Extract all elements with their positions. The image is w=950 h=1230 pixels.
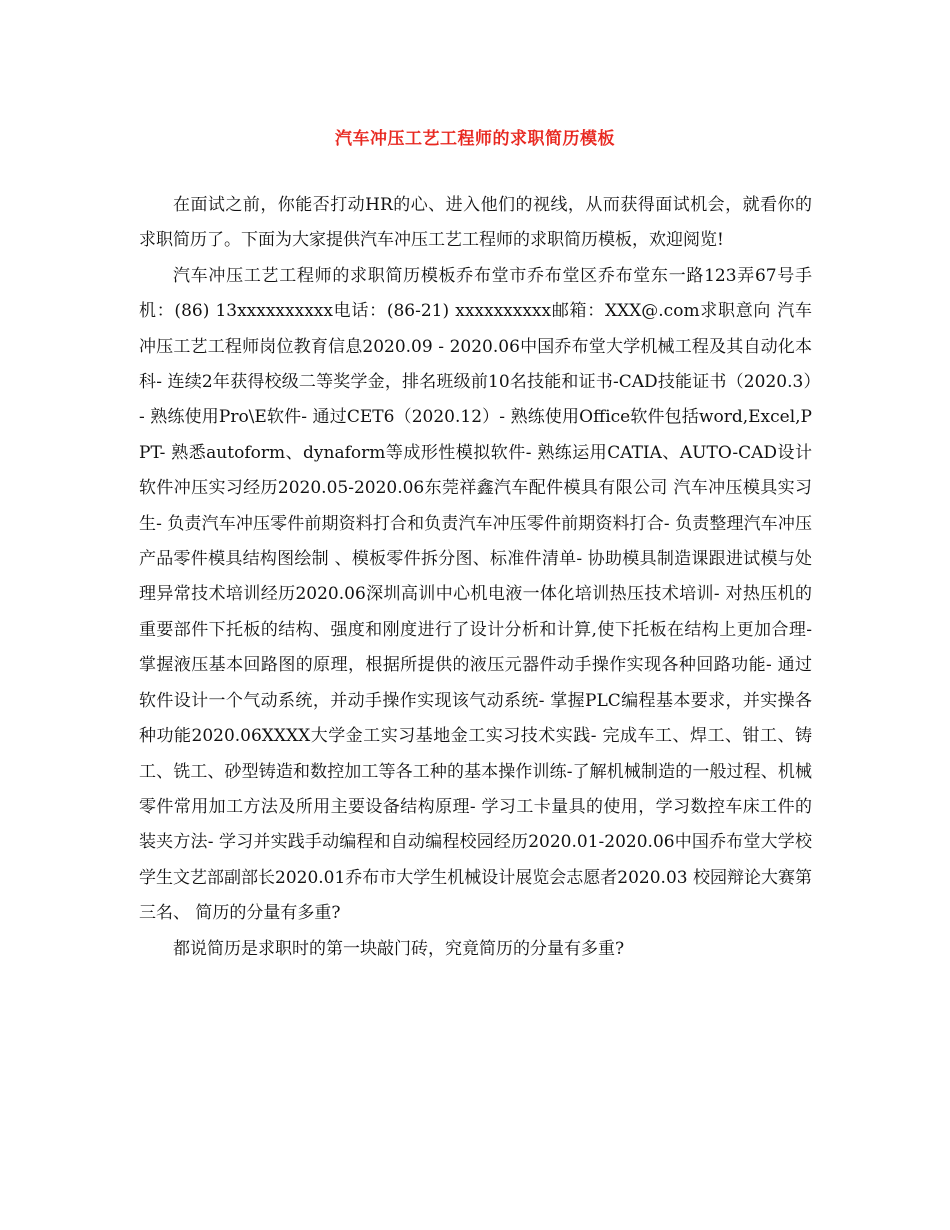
document-body [139, 188, 812, 967]
intro-paragraph: 在面试之前，你能否打动HR的心、进入他们的视线，从而获得面试机会，就看你的求职简历了。下面为大家提供汽车冲压工艺工程师的求职简历模板，欢迎阅览! [139, 195, 812, 251]
resume-paragraph: 汽车冲压工艺工程师的求职简历模板乔布堂市乔布堂区乔布堂东一路123弄67号手机：(86) 13xxxxxxxxxx电话：(86-21) xxxxxxxxxx邮箱：XXX@.com求职意向 汽车冲压工艺工程师岗位教育信息2020.09 - 2020.06中国乔布堂大学机械工程及其自动化本科- 连续2年获得校级二等奖学金，排名班级前10名技能和证书-CAD技能证书（2020.3）- 熟练使用Pro\E软件- 通过CET6（2020.12）- 熟练使用Office软件包括word,Excel,PPT- 熟悉autoform、dynaform等成形性模拟软件- 熟练运用CATIA、AUTO-CAD设计软件冲压实习经历2020.05-2020.06东莞祥鑫汽车配件模具有限公司 汽车冲压模具实习生- 负责汽车冲压零件前期资料打合和负责汽车冲压零件前期资料打合- 负责整理汽车冲压产品零件模具结构图绘制 、模板零件拆分图、标准件清单- 协助模具制造课跟进试模与处理异常技术培训经历2020.06深圳高训中心机电液一体化培训热压技术培训- 对热压机的重要部件下托板的结构、强度和刚度进行了设计分析和计算,使下托板在结构上更加合理- 掌握液压基本回路图的原理，根据所提供的液压元器件动手操作实现各种回路功能- 通过软件设计一个气动系统，并动手操作实现该气动系统- 掌握PLC编程基本要求，并实操各种功能2020.06XXXX大学金工实习基地金工实习技术实践- 完成车工、焊工、钳工、铸工、铣工、砂型铸造和数控加工等各工种的基本操作训练-了解机械制造的一般过程、机械零件常用加工方法及所用主要设备结构原理- 学习工卡量具的使用，学习数控车床工件的装夹方法- 学习并实践手动编程和自动编程校园经历2020.01-2020.06中国乔布堂大学校学生文艺部副部长2020.01乔布市大学生机械设计展览会志愿者2020.03 校园辩论大赛第三名、 简历的分量有多重? [139, 265, 813, 924]
closing-paragraph: 都说简历是求职时的第一块敲门砖，究竟简历的分量有多重? [173, 938, 625, 959]
document-title: 汽车冲压工艺工程师的求职简历模板 [335, 129, 615, 149]
